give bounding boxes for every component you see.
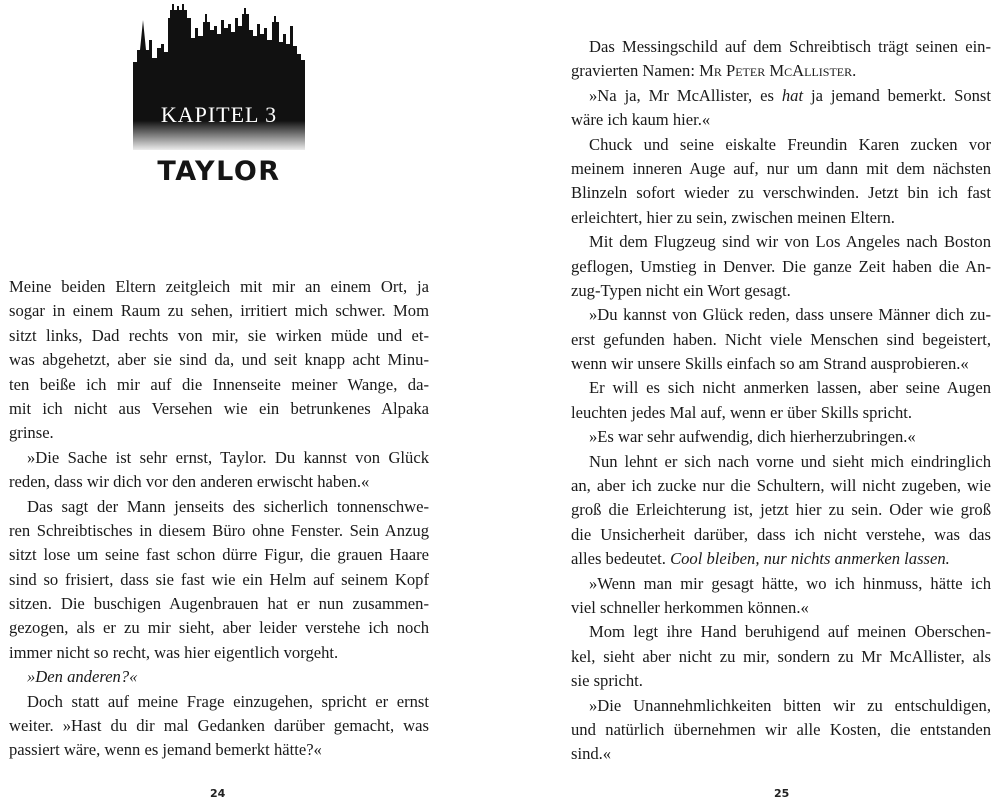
text-line: »Die Sache ist sehr ernst, Taylor. Du kannst von Glück — [27, 447, 429, 467]
text-line: Nun lehnt er sich nach vorne und sieht mich eindringlich — [589, 451, 991, 471]
text-line: erleichtert, hier zu sein, zwischen meinen Eltern. — [571, 207, 895, 227]
right-body-text — [571, 35, 991, 767]
text-line: geflogen, Umstieg in Denver. Die ganze Zeit haben die An- — [571, 256, 991, 276]
text-line: sind so frisiert, dass sie fast wie ein Helm auf seinem Kopf — [9, 569, 429, 589]
text-line: an, aber ich zucke nur die Schultern, will nicht zugeben, wie — [571, 476, 991, 496]
text-line: »Den anderen?« — [27, 667, 138, 687]
text-line: ten beiße ich mir auf die Innenseite meiner Wange, da- — [9, 374, 429, 394]
text-line: Er will es sich nicht anmerken lassen, aber seine Augen — [589, 378, 991, 398]
text-line: Mom legt ihre Hand beruhigend auf meinen Oberschen- — [589, 622, 991, 642]
left-body-text — [9, 275, 429, 763]
page-number: 25 — [774, 787, 790, 800]
text-line: ren Schreibtisches in diesem Büro ohne Fenster. Sein Anzug — [9, 520, 429, 540]
text-segment: alles bedeutet. — [571, 549, 671, 569]
text-line: kel, sieht aber nicht zu mir, sondern zu Mr McAllister, als — [571, 646, 991, 666]
text-line: und natürlich übernehmen wir alle Kosten, die entstanden — [571, 719, 991, 739]
page-number: 24 — [210, 787, 226, 800]
text-line: »Du kannst von Glück reden, dass unsere Männer dich zu- — [589, 305, 991, 325]
text-line: die Unsicherheit darüber, dass ich nicht verstehe, was das — [571, 524, 991, 544]
text-segment: »Na ja, Mr McAllister, es — [589, 85, 782, 105]
text-line: leuchten jedes Mal auf, wenn er über Skills spricht. — [571, 402, 912, 422]
text-line: Das sagt der Mann jenseits des sicherlich tonnenschwe- — [27, 496, 429, 516]
right-page — [500, 0, 1000, 800]
text-line: »Es war sehr aufwendig, dich hierherzubringen.« — [589, 427, 916, 447]
text-segment: ja jemand bemerkt. Sonst — [803, 85, 991, 105]
text-line: reden, dass wir dich vor den anderen erwischt haben.« — [9, 472, 370, 492]
text-line: Das Messingschild auf dem Schreibtisch trägt seinen ein- — [589, 37, 991, 56]
text-line: sogar in einem Raum zu sehen, irritiert mich schwer. Mom — [9, 301, 429, 321]
text-line: was abgehetzt, aber sie sind da, und seit knapp acht Minu- — [9, 350, 429, 370]
text-line: sitzt links, Dad rechts von mir, sie wirken müde und et- — [9, 325, 429, 345]
text-line — [571, 59, 991, 83]
text-line: Blinzeln sofort wieder zu verschwinden. Jetzt bin ich fast — [571, 183, 991, 203]
text-line: wenn wir unsere Skills einfach so am Strand ausprobieren.« — [571, 354, 969, 374]
text-line: Chuck und seine eiskalte Freundin Karen zucken vor — [589, 134, 991, 154]
text-line: Doch statt auf meine Frage einzugehen, spricht er ernst — [27, 691, 429, 711]
text-line: Meine beiden Eltern zeitgleich mit mir an einem Ort, ja — [9, 277, 429, 296]
chapter-title: TAYLOR — [157, 156, 281, 187]
text-line: viel schneller herkommen können.« — [571, 597, 809, 617]
text-line — [571, 547, 991, 571]
emphasis-text: Cool bleiben, nur nichts anmerken lassen. — [670, 549, 950, 569]
text-line: sind.« — [571, 744, 612, 764]
text-line: zug-Typen nicht ein Wort gesagt. — [571, 280, 791, 300]
text-line: sie spricht. — [571, 671, 643, 691]
text-line: mit ich nicht aus Versehen wie ein betrunkenes Alpaka — [9, 398, 429, 418]
text-line: weiter. »Hast du dir mal Gedanken darüber gemacht, was — [9, 716, 429, 736]
text-line: groß die Erleichterung ist, jetzt hier zu sein. Oder wie groß — [571, 500, 991, 520]
text-line: gezogen, als er zu mir sieht, aber leider verstehe ich noch — [9, 618, 429, 638]
nameplate-text: Mr Peter McAllister — [699, 61, 853, 81]
text-line: sitzen. Die buschigen Augenbrauen hat er nun zusammen- — [9, 594, 429, 614]
text-segment: . — [852, 61, 857, 81]
text-line: »Die Unannehmlichkeiten bitten wir zu entschuldigen, — [589, 695, 991, 715]
text-line: immer nicht so recht, was hier eigentlich vorgeht. — [9, 642, 339, 662]
chapter-header — [133, 0, 305, 200]
text-segment: gravierten Namen: — [571, 61, 700, 81]
text-line: meinem inneren Auge auf, nur um dann mit dem nächsten — [571, 158, 991, 178]
text-line: Mit dem Flugzeug sind wir von Los Angeles nach Boston — [589, 232, 991, 252]
chapter-label: KAPITEL 3 — [160, 102, 278, 127]
text-line: sitzt lose um seine fast schon dürre Figur, die grauen Haare — [9, 545, 429, 565]
text-line: erst gefunden haben. Nicht viele Menschen sind begeistert, — [571, 329, 991, 349]
text-line: grinse. — [9, 423, 54, 443]
text-line: wäre ich kaum hier.« — [571, 110, 711, 130]
emphasis-text: hat — [781, 85, 804, 105]
text-line — [571, 84, 991, 108]
text-line: »Wenn man mir gesagt hätte, wo ich hinmuss, hätte ich — [589, 573, 991, 593]
text-line: passiert wäre, wenn es jemand bemerkt hätte?« — [9, 740, 322, 760]
